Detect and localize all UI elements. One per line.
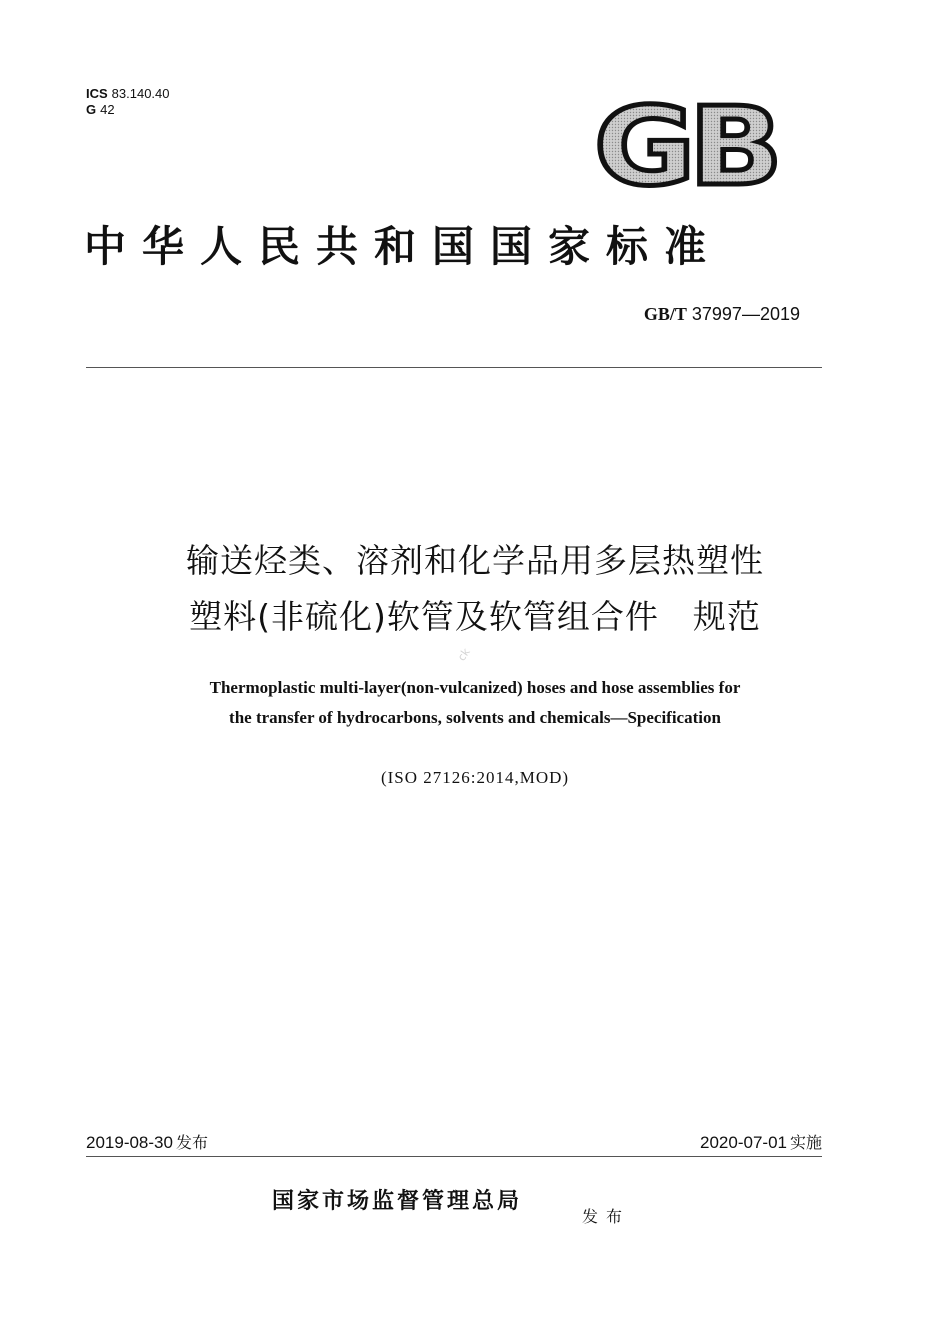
title-en-line2: the transfer of hydrocarbons, solvents and chemicals—Specification	[229, 708, 721, 727]
national-standard-heading: 中华人民共和国国家标准	[84, 222, 723, 271]
svg-text:GB: GB	[594, 96, 776, 192]
issue-verb: 发布	[582, 1207, 631, 1226]
publish-label: 发布	[175, 1133, 208, 1152]
ccs-label: G	[86, 102, 97, 117]
ics-code: 83.140.40	[111, 86, 170, 101]
header-divider	[86, 367, 822, 368]
ccs-code: 42	[100, 102, 115, 117]
standard-number	[644, 304, 800, 325]
gb-logo	[590, 96, 780, 192]
implement-date	[700, 1130, 822, 1153]
watermark: ck	[455, 645, 473, 664]
title-cn-line1: 输送烃类、溶剂和化学品用多层热塑性	[186, 541, 764, 580]
implement-label: 实施	[789, 1133, 822, 1152]
publish-date-value: 2019-08-30	[86, 1133, 173, 1152]
classification-codes	[86, 86, 170, 118]
footer-divider	[86, 1156, 822, 1157]
standard-code: 37997—2019	[691, 304, 800, 324]
ics-label: ICS	[86, 86, 108, 101]
publish-date	[86, 1130, 208, 1153]
ccs-line	[86, 102, 170, 118]
ics-line	[86, 86, 170, 102]
implement-date-value: 2020-07-01	[700, 1133, 787, 1152]
iso-reference: (ISO 27126:2014,MOD)	[380, 768, 570, 787]
title-cn-line2: 塑料(非硫化)软管及软管组合件 规范	[189, 597, 761, 636]
standard-prefix: GB/T	[643, 304, 687, 324]
title-en-line1: Thermoplastic multi-layer(non-vulcanized) hoses and hose assemblies for	[209, 678, 741, 697]
issuing-authority: 国家市场监督管理总局	[272, 1188, 523, 1214]
